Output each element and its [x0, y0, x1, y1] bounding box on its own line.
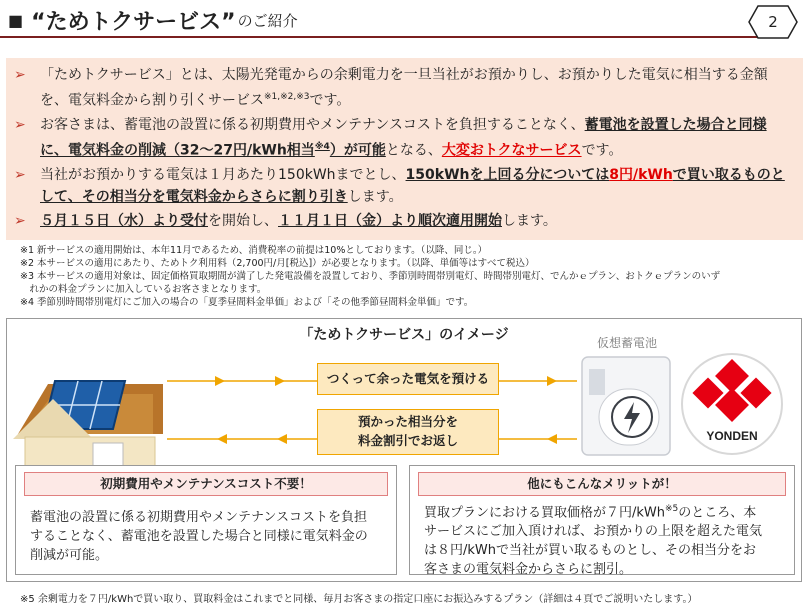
title-bullet-icon: ■ — [8, 10, 24, 30]
merit-heading: 他にもこんなメリットが！ — [418, 472, 786, 496]
merit-heading: 初期費用やメンテナンスコスト不要！ — [24, 472, 388, 496]
note-line: ※1 新サービスの適用開始は、本年11月であるため、消費税率の前提は10%としております。（以降、同じ。） — [20, 245, 488, 256]
logo-text: YONDEN — [706, 429, 758, 443]
arrow-bullet-icon: ➢ — [14, 213, 26, 229]
battery-label: 仮想蓄電池 — [597, 336, 658, 350]
notes-block — [20, 244, 800, 309]
note-line: ※4 季節別時間帯別電灯にご加入の場合の「夏季昼間料金単価」および「その他季節昼間料金単価」です。 — [20, 297, 474, 308]
merit-body: 買取プランにおける買取価格が７円/kWh$^{※5}$のところ、本 サービスにご加入頂ければ、お預かりの上限を超えた電気 は８円/kWhで当社が買い取るものとし、その相当分をお 客さまの電気料金からさらに割引。 — [424, 504, 763, 578]
image-title: 「ためトクサービス」のイメージ — [299, 327, 509, 343]
page-number: 2 — [768, 13, 778, 31]
note-line: ※3 本サービスの適用対象は、固定価格買取期間が満了した発電設備を設置しており、季節別時間帯別電灯、時間帯別電灯、でんかｅプラン、おトクｅプランのいず — [20, 271, 721, 282]
arrow-bullet-icon: ➢ — [14, 67, 26, 83]
service-image-panel — [6, 318, 802, 582]
title-underline — [0, 36, 770, 38]
intro-panel: ➢ 「ためトクサービス」とは、太陽光発電からの余剰電力を一旦当社がお預かりし、お預かりした電気に相当する金額を、電気料金から割り引くサービス$^{※1,※2,※3}$です。 ➢ お客さまは、蓄電池の設置に係る初期費用やメンテナンスコストを負担することなく、蓄電池を設置した場合と同様に、電気料金の削減（32～27円/kWh相当$^{※4}$）が可能となる、大変おトクなサービスです。 ➢ 当社がお預かりする電気は１月あたり150kWhまでとし、150kWhを上回る分については8円/kWhで買い取るものとして、その相当分を電気料金からさらに割り引きします。 ➢ ５月１５日（水）より受付を開始し、１１月１日（金）より順次適用開始します。 — [6, 58, 803, 240]
title-suffix: のご紹介 — [237, 11, 298, 30]
note-line: れかの料金プランに加入しているお客さまとなります。 — [20, 284, 267, 295]
title-main: “ためトクサービス” — [31, 9, 236, 35]
flow-refund-box: 預かった相当分を 料金割引でお返し — [317, 409, 499, 455]
arrow-bullet-icon: ➢ — [14, 167, 26, 183]
yonden-logo-icon — [677, 349, 787, 459]
merit-body: 蓄電池の設置に係る初期費用やメンテナンスコストを負担 することなく、蓄電池を設置した場合と同様に電気料金の 削減が可能。 — [30, 510, 368, 563]
battery-icon — [577, 349, 677, 459]
page-title — [8, 4, 298, 36]
arrow-bullet-icon: ➢ — [14, 117, 26, 133]
note-line: ※2 本サービスの適用にあたり、ためトク利用料（2,700円/月[税込]）が必要となります。（以降、単価等はすべて税込） — [20, 258, 535, 269]
merit-box-cost — [15, 465, 397, 575]
flow-deposit-box: つくって余った電気を預ける — [317, 363, 499, 395]
footnote: ※5 余剰電力を７円/kWhで買い取り、買取料金はこれまでと同様、毎月お客さまの指定口座にお振込みするプラン（詳細は４頁でご説明いたします。） — [20, 594, 698, 605]
page-number-badge — [748, 4, 798, 40]
merit-box-other — [409, 465, 795, 578]
